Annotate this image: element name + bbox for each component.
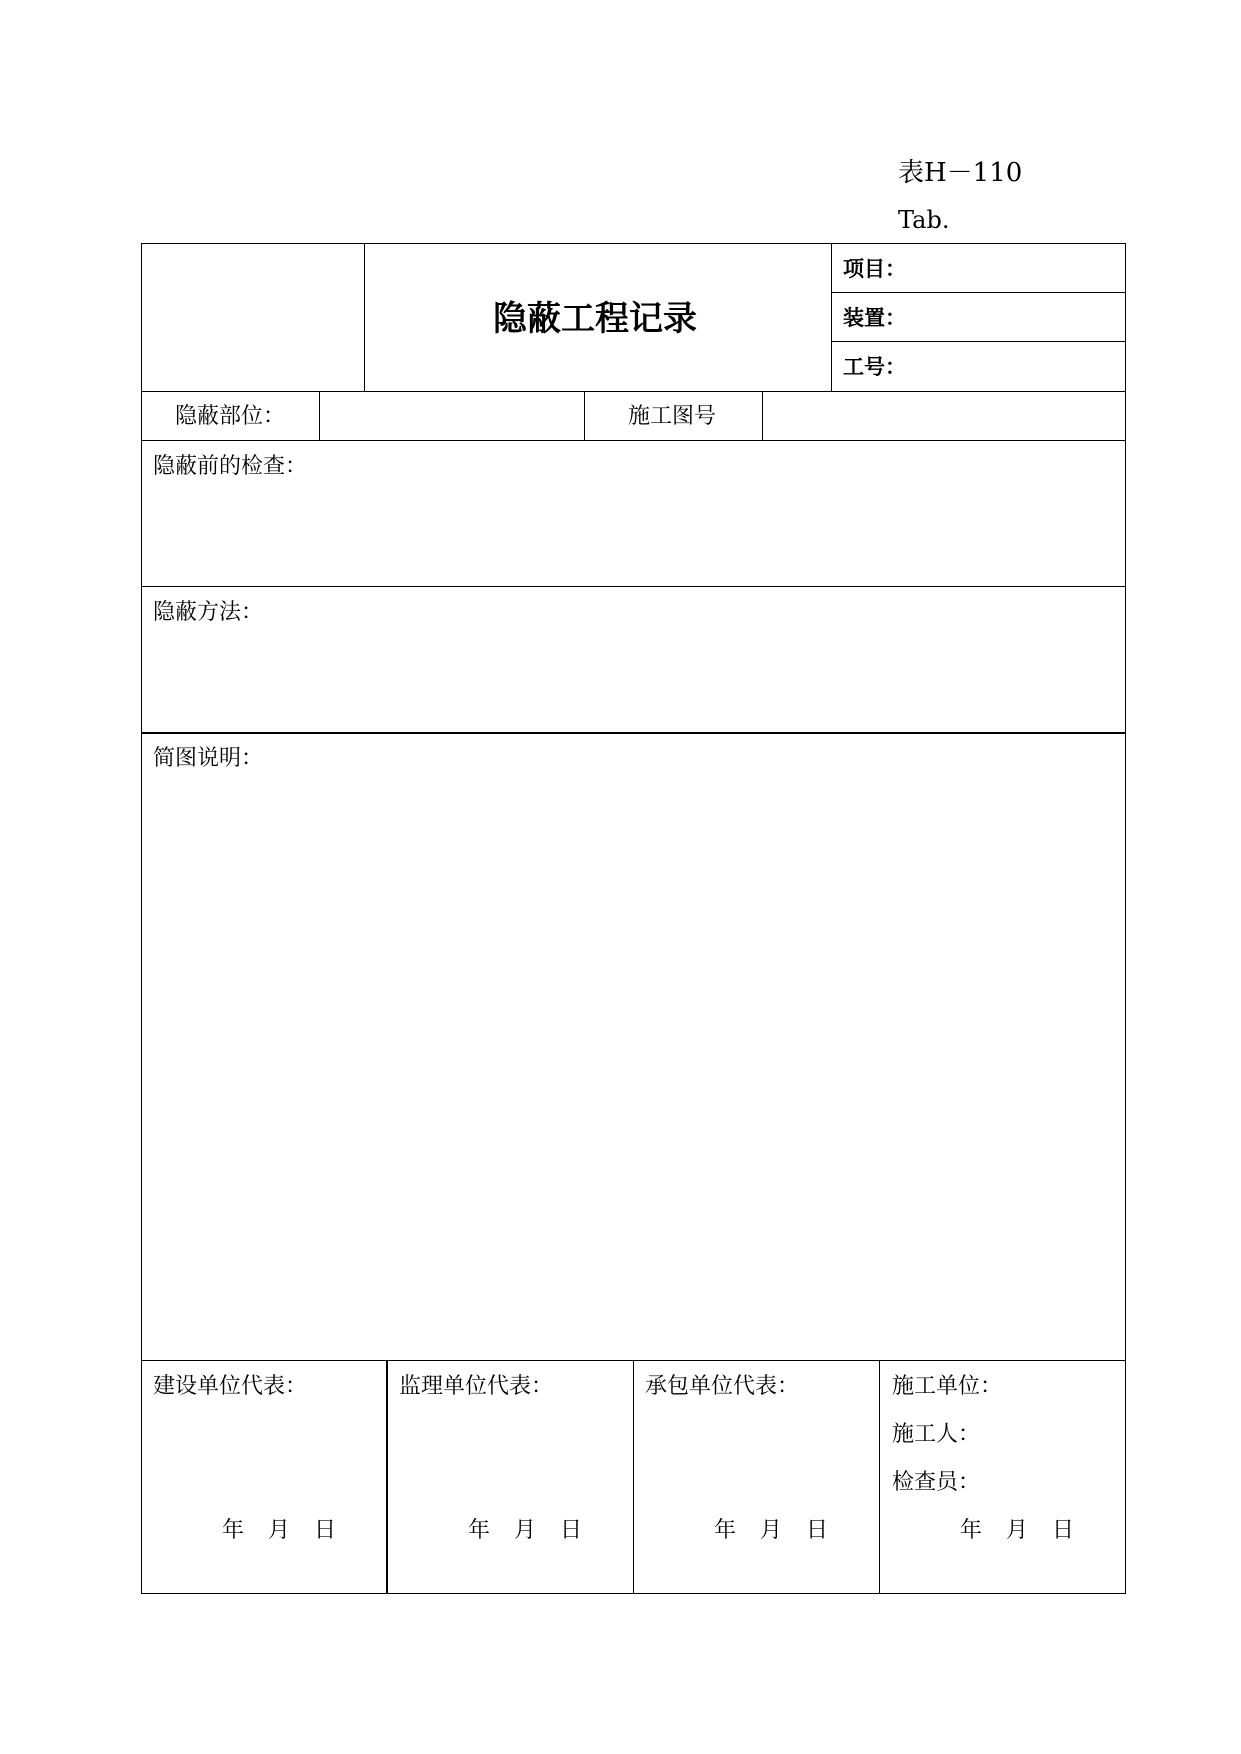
location-row-bottom: [141, 440, 1126, 441]
day-label: 日: [560, 1518, 583, 1543]
year-label: 年: [960, 1518, 983, 1543]
owner-date: [222, 1518, 336, 1544]
location-divider-3: [762, 391, 763, 441]
pre-check-row-bottom: [141, 586, 1126, 587]
year-label: 年: [714, 1518, 737, 1543]
sketch-label: 简图说明：: [153, 746, 264, 771]
inspector-label: 检查员：: [892, 1470, 981, 1495]
signature-divider-1: [386, 1360, 388, 1594]
logo-cell-divider: [364, 243, 365, 392]
pre-check-label: 隐蔽前的检查：: [153, 454, 308, 479]
day-label: 日: [806, 1518, 829, 1543]
construction-unit-date: [960, 1518, 1074, 1544]
construction-unit-label: 施工单位：: [892, 1374, 1003, 1399]
supervisor-date: [468, 1518, 582, 1544]
contractor-rep-label: 承包单位代表：: [645, 1374, 800, 1399]
year-label: 年: [468, 1518, 491, 1543]
month-label: 月: [514, 1518, 537, 1543]
year-label: 年: [222, 1518, 245, 1543]
constructor-label: 施工人：: [892, 1422, 981, 1447]
table-right-border: [1125, 243, 1126, 1594]
method-row-bottom: [141, 732, 1126, 734]
table-top-border: [141, 243, 1126, 244]
drawing-number-label: 施工图号: [628, 404, 717, 429]
location-divider-2: [584, 391, 585, 441]
method-label: 隐蔽方法：: [153, 600, 264, 625]
supervisor-rep-label: 监理单位代表：: [399, 1374, 554, 1399]
table-left-border: [141, 243, 142, 1594]
signature-divider-3: [879, 1360, 880, 1594]
day-label: 日: [314, 1518, 337, 1543]
location-label: 隐蔽部位：: [175, 404, 286, 429]
location-divider-1: [319, 391, 320, 441]
form-code: 表H－110: [898, 158, 1023, 188]
month-label: 月: [1006, 1518, 1029, 1543]
contractor-date: [714, 1518, 828, 1544]
owner-rep-label: 建设单位代表：: [153, 1374, 308, 1399]
meta-cell-divider: [831, 243, 832, 392]
day-label: 日: [1052, 1518, 1075, 1543]
meta-row-divider-1: [831, 292, 1126, 293]
month-label: 月: [760, 1518, 783, 1543]
meta-row-divider-2: [831, 341, 1126, 342]
tab-label: Tab.: [898, 206, 950, 234]
header-row-bottom: [141, 391, 1126, 392]
signature-divider-2: [633, 1360, 634, 1594]
month-label: 月: [268, 1518, 291, 1543]
project-label: 项目：: [843, 256, 906, 281]
device-label: 装置：: [843, 305, 906, 330]
page-title: 隐蔽工程记录: [493, 299, 697, 339]
job-number-label: 工号：: [843, 354, 906, 379]
